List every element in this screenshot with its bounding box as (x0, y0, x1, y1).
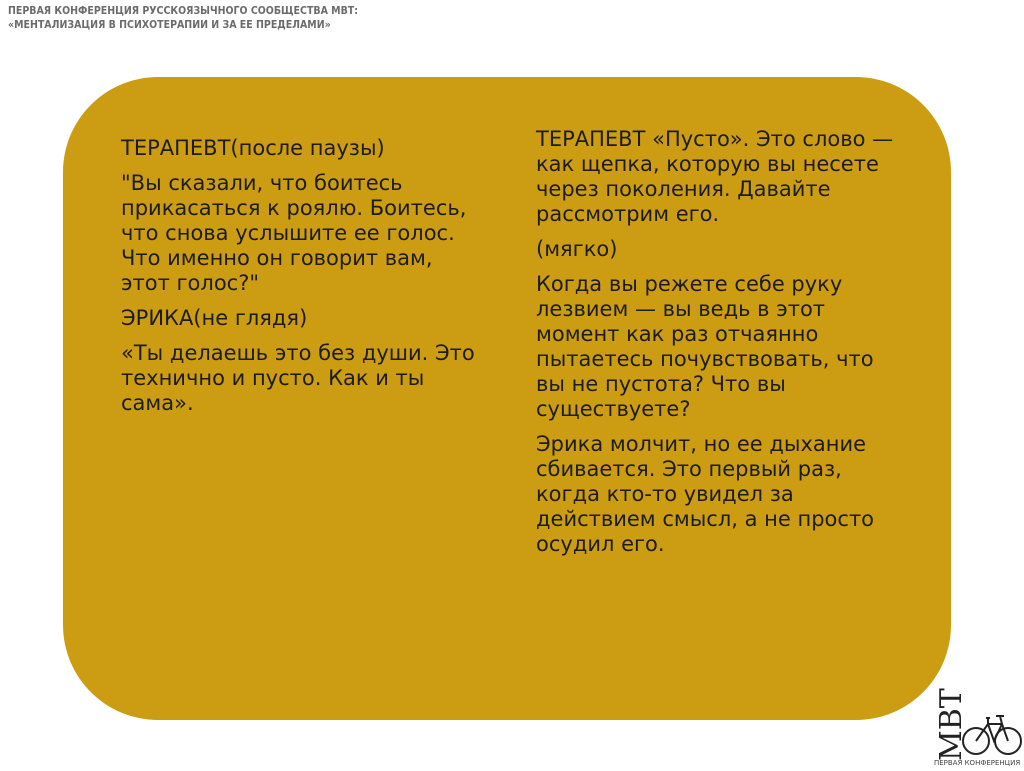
right-paragraph-1: ТЕРАПЕВТ «Пусто». Это слово — как щепка, которую вы несете через поколения. Давайте рассмотрим его. (536, 127, 894, 226)
left-column (121, 136, 481, 426)
right-paragraph-4: Эрика молчит, но ее дыхание сбивается. Это первый раз, когда кто-то увидел за действием смысл, а не просто осудил его. (536, 432, 875, 556)
left-paragraph-3: ЭРИКА(не глядя) (121, 306, 308, 330)
right-paragraph-3: Когда вы режете себе руку лезвием — вы ведь в этот момент как раз отчаянно пытаетесь почувствовать, что вы не пустота? Что вы существуете? (536, 272, 874, 421)
header-line-1: ПЕРВАЯ КОНФЕРЕНЦИЯ РУССКОЯЗЫЧНОГО СООБЩЕСТВА МВТ: (8, 5, 359, 17)
mbt-logo (928, 688, 1024, 767)
left-paragraph-4: «Ты делаешь это без души. Это технично и пусто. Как и ты сама». (121, 341, 475, 415)
logo-letters: МВТ (934, 688, 969, 761)
conference-header (8, 4, 708, 32)
logo-caption: ПЕРВАЯ КОНФЕРЕНЦИЯ (934, 759, 1021, 767)
header-line-2: «МЕНТАЛИЗАЦИЯ В ПСИХОТЕРАПИИ И ЗА ЕЕ ПРЕДЕЛАМИ» (8, 19, 331, 31)
left-paragraph-2: "Вы сказали, что боитесь прикасаться к роялю. Боитесь, что снова услышите ее голос. Что именно он говорит вам, этот голос?" (121, 171, 467, 295)
right-paragraph-2: (мягко) (536, 237, 618, 261)
left-paragraph-1: ТЕРАПЕВТ(после паузы) (121, 136, 385, 160)
right-column (536, 127, 896, 567)
bicycle-icon (963, 716, 1021, 754)
